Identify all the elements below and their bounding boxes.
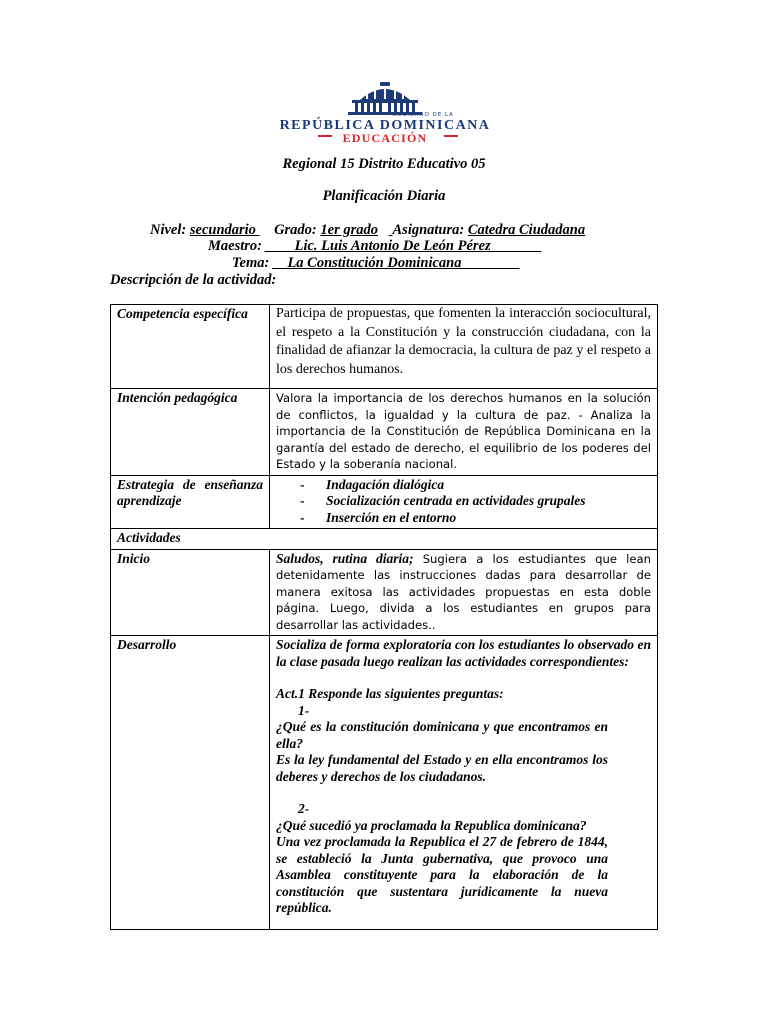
inicio-lead: Saludos, rutina diaria; [276,550,414,566]
competencia-label: Competencia específica [111,305,270,389]
tema-value: __La Constitución Dominicana________ [272,255,520,271]
logo-red-bar-right [444,135,458,137]
planning-table [110,304,658,930]
estrategia-row [111,475,658,529]
intencion-label: Intención pedagógica [111,389,270,476]
competencia-row [111,305,658,389]
competencia-text: Participa de propuestas, que fomenten la interacción sociocultural, el respeto a la Constitución y la construcción ciudadana, con la finalidad de afianzar la democracia, la cultura de paz y el respeto a los derechos humanos. [270,305,658,389]
asignatura-label: Asignatura: [392,222,465,238]
maestro-value: ____Lic. Luis Antonio De León Pérez_______ [265,238,542,254]
page-title: Planificación Diaria [322,188,446,204]
asignatura-value: Catedra Ciudadana [467,222,586,238]
maestro-line [208,238,541,255]
nivel-value: secundario [189,222,256,238]
logo-gobierno-text: GOBIERNO DE LA [392,112,454,118]
maestro-label: Maestro: [208,238,262,254]
actividades-label: Actividades [111,529,658,550]
descripcion-heading: Descripción de la actividad: [110,272,277,288]
tema-line [232,255,520,272]
intencion-text: Valora la importancia de los derechos humanos en la solución de conflictos, la igualdad y la cultura de paz. - Analiza la importancia de la Constitución de República Dominicana en la garantía del estado de derecho, el equilibrio de los poderes del Estado y la soberanía nacional. [270,389,658,476]
desarrollo-cell [270,636,658,930]
pregunta-number: 2- [298,801,310,816]
estrategia-cell [270,475,658,529]
logo-republica-text: REPÚBLICA DOMINICANA [279,118,491,133]
pregunta-item [276,703,651,786]
estrategia-list [276,477,651,527]
act-title: Act.1 Responde las siguientes preguntas: [276,686,504,701]
tema-label: Tema: [232,255,270,271]
desarrollo-row [111,636,658,930]
inicio-label: Inicio [111,549,270,636]
pregunta-number: 1- [298,702,310,718]
actividades-row [111,529,658,550]
inicio-row [111,549,658,636]
respuesta-text: Es la ley fundamental del Estado y en ella encontramos los deberes y derechos de los ciudadanos. [276,752,608,784]
inicio-text: Sugiera a los estudiantes que lean detenidamente las instrucciones dadas para desarrollar de manera exitosa las actividades propuestas en esta doble página. Luego, divida a los estudiantes en grupos para desarrollar las actividades.. [276,551,651,632]
estrategia-item: - Socialización centrada en actividades grupales [300,493,651,510]
intencion-row [111,389,658,476]
nivel-grado-line [150,222,585,239]
ministry-logo [248,82,522,148]
inicio-cell [270,549,658,636]
estrategia-item: - Inserción en el entorno [300,510,651,527]
pregunta-item [276,801,651,917]
grado-label: Grado: [274,222,317,238]
desarrollo-intro: Socializa de forma exploratoria con los estudiantes lo observado en la clase pasada luego realizan las actividades correspondientes: [276,637,651,669]
logo-educacion-text: EDUCACIÓN [342,131,428,145]
respuesta-text: Una vez proclamada la Republica el 27 de febrero de 1844, se estableció la Junta gubernativa, que provoco una Asamblea constituyente para la elaboración de la constitución que sustentara jurídicamente la nueva república. [276,834,608,915]
pregunta-text: ¿Qué es la constitución dominicana y que encontramos en ella? [276,719,608,751]
regional-line: Regional 15 Distrito Educativo 05 [282,156,486,172]
grado-value: 1er grado [320,222,378,238]
estrategia-item: - Indagación dialógica [300,477,651,494]
pregunta-text: ¿Qué sucedió ya proclamada la Republica dominicana? [276,817,587,833]
desarrollo-label: Desarrollo [111,636,270,930]
estrategia-label: Estrategia de enseñanza aprendizaje [111,475,270,529]
nivel-label: Nivel: [150,222,187,238]
